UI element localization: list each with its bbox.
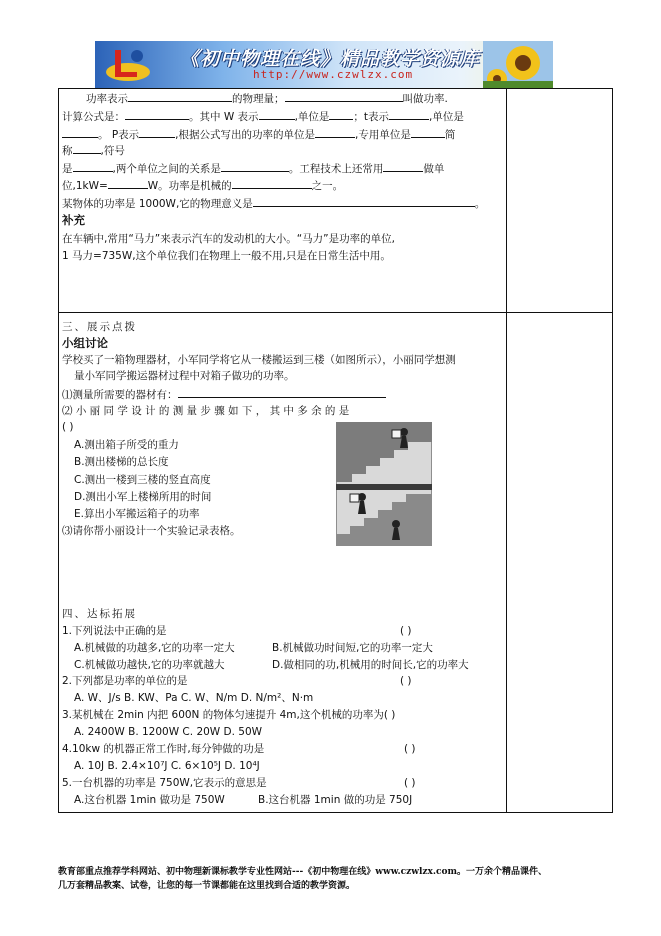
table-row-divider-1 — [58, 312, 613, 313]
supplement-line-2: 1 马力=735W,这个单位我们在物理上一般不用,只是在日常生活中用。 — [62, 250, 391, 262]
banner-url[interactable]: http://www.czwlzx.com — [253, 68, 414, 81]
question-5: 5.一台机器的功率是 750W,它表示的意思是 — [62, 777, 267, 789]
question-table: ⑶请你帮小丽设计一个实验记录表格。 — [62, 525, 241, 537]
intro-line-1: 功率表示 的物理量； 叫做功率. — [86, 90, 448, 107]
sunflower-icon — [483, 41, 553, 88]
site-logo-icon — [103, 44, 153, 84]
staircase-figure — [336, 422, 432, 546]
question-2-paren: ( ) — [400, 675, 412, 687]
question-2-options: A. W、J/s B. KW、Pa C. W、N/m D. N/m²、N·m — [74, 692, 314, 704]
intro-line-3: 。 P表示 ,根据公式写出的功率的单位是 ,专用单位是 简 — [62, 126, 455, 143]
question-1-option-a: A.机械做的功越多,它的功率一定大 — [74, 642, 235, 654]
intro-line-6: 位,1kW= W。功率是机械的 之一。 — [62, 177, 343, 194]
option-b: B.测出楼梯的总长度 — [74, 456, 169, 468]
question-3-options: A. 2400W B. 1200W C. 20W D. 50W — [74, 726, 263, 738]
table-right-border — [612, 88, 613, 813]
section3-heading: 三、展示点拨 — [62, 321, 137, 333]
section3-paragraph-1: 学校买了一箱物理器材，小军同学将它从一楼搬运到三楼（如图所示），小丽同学想测 — [62, 354, 456, 366]
intro-line-7: 某物体的功率是 1000W,它的物理意义是 。 — [62, 195, 485, 212]
supplement-line-1: 在车辆中,常用“马力”来表示汽车的发动机的大小。“马力”是功率的单位, — [62, 233, 395, 245]
question-1: 1.下列说法中正确的是 — [62, 625, 167, 637]
footer-line-1: 教育部重点推荐学科网站、初中物理新课标教学专业性网站---《初中物理在线》www.czwlzx.com。一万余个精品课件、 — [58, 867, 548, 877]
supplement-title: 补充 — [62, 213, 85, 227]
intro-line-4: 称 ,符号 — [62, 142, 125, 159]
question-steps-paren: ( ) — [62, 421, 74, 433]
group-discussion-title: 小组讨论 — [62, 336, 108, 350]
question-1-option-d: D.做相同的功,机械用的时间长,它的功率大 — [272, 659, 469, 671]
question-3: 3.某机械在 2min 内把 600N 的物体匀速提升 4m,这个机械的功率为( ) — [62, 709, 396, 721]
question-5-option-b: B.这台机器 1min 做的功是 750J — [258, 794, 413, 806]
question-2: 2.下列都是功率的单位的是 — [62, 675, 188, 687]
option-e: E.算出小军搬运箱子的功率 — [74, 508, 200, 520]
question-1-paren: ( ) — [400, 625, 412, 637]
site-banner — [95, 41, 553, 88]
table-left-border — [58, 88, 59, 813]
question-4-paren: ( ) — [404, 743, 416, 755]
option-c: C.测出一楼到三楼的竖直高度 — [74, 474, 211, 486]
option-d: D.测出小军上楼梯所用的时间 — [74, 491, 212, 503]
table-column-divider — [506, 88, 507, 813]
banner-title: 《初中物理在线》精品教学资源库 — [180, 48, 481, 70]
section4-heading: 四、达标拓展 — [62, 608, 137, 620]
question-equipment: ⑴测量所需要的器材有： — [62, 386, 386, 403]
intro-line-5: 是 ,两个单位之间的关系是 。工程技术上还常用 做单 — [62, 160, 444, 177]
intro-line-2: 计算公式是： 。其中 W 表示 ,单位是 ；t表示 ,单位是 — [62, 108, 464, 125]
option-a: A.测出箱子所受的重力 — [74, 439, 179, 451]
question-1-option-b: B.机械做功时间短,它的功率一定大 — [272, 642, 433, 654]
question-5-option-a: A.这台机器 1min 做功是 750W — [74, 794, 225, 806]
section3-paragraph-2: 量小军同学搬运器材过程中对箱子做功的功率。 — [74, 370, 295, 382]
footer-line-2: 几万套精品教案、试卷，让您的每一节课都能在这里找到合适的教学资源。 — [58, 881, 356, 891]
question-4-options: A. 10J B. 2.4×10⁷J C. 6×10⁵J D. 10⁴J — [74, 760, 260, 772]
table-top-border — [58, 88, 613, 89]
table-bottom-border — [58, 812, 613, 813]
question-1-option-c: C.机械做功越快,它的功率就越大 — [74, 659, 225, 671]
question-steps: ⑵ 小 丽 同 学 设 计 的 测 量 步 骤 如 下 ， 其 中 多 余 的 是 — [62, 405, 350, 417]
question-4: 4.10kw 的机器正常工作时,每分钟做的功是 — [62, 743, 265, 755]
question-5-paren: ( ) — [404, 777, 416, 789]
